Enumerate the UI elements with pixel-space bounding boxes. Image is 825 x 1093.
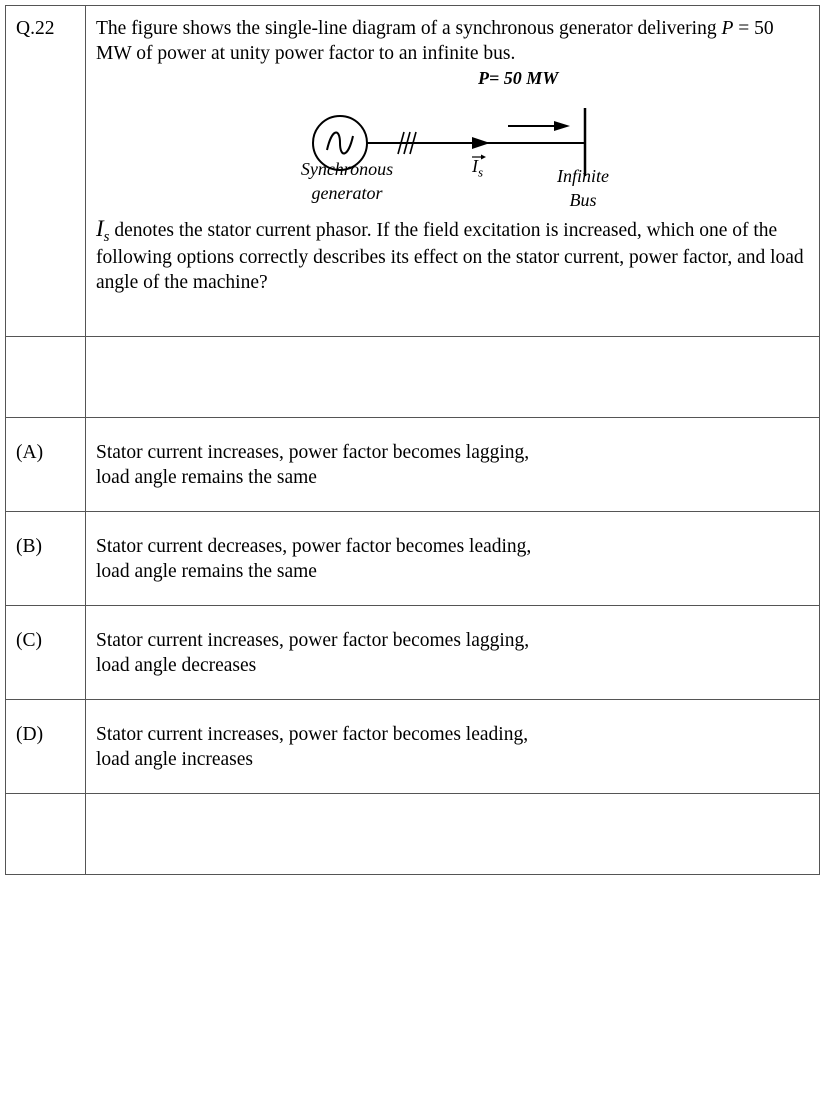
option-row-b[interactable] <box>6 512 820 606</box>
option-a-line2: load angle remains the same <box>96 467 317 488</box>
option-text-a[interactable] <box>86 418 820 512</box>
option-row-c[interactable] <box>6 606 820 700</box>
option-b-line2: load angle remains the same <box>96 561 317 582</box>
power-label: P= 50 MW <box>478 68 559 88</box>
followup-subscript: s <box>103 229 110 245</box>
spacer-cell-left-bottom <box>6 794 86 875</box>
option-label-c: (C) <box>6 606 86 700</box>
current-subscript: s <box>478 164 484 180</box>
option-d-line1: Stator current increases, power factor becomes leading, <box>96 724 529 745</box>
generator-label <box>282 157 412 205</box>
stem-variable-p: P <box>721 18 734 39</box>
option-label-a: (A) <box>6 418 86 512</box>
bus-label-line2: Bus <box>569 190 597 210</box>
diagram-drawing <box>96 66 811 216</box>
option-a-line1: Stator current increases, power factor becomes lagging, <box>96 442 530 463</box>
sine-wave-icon <box>327 133 353 154</box>
option-b-line1: Stator current decreases, power factor becomes leading, <box>96 536 532 557</box>
spacer-cell-right-bottom <box>86 794 820 875</box>
option-text-c[interactable] <box>86 606 820 700</box>
followup-text: denotes the stator current phasor. If the field excitation is increased, which one of the following options correctly describes its effect on the stator current, power factor, and load angle of the machine? <box>96 220 804 293</box>
generator-label-line1: Synchronous <box>300 159 394 179</box>
followup-variable: I <box>96 216 104 241</box>
power-flow-arrowhead <box>554 121 570 131</box>
option-text-b[interactable] <box>86 512 820 606</box>
option-row-a[interactable] <box>6 418 820 512</box>
option-c-line2: load angle decreases <box>96 655 257 676</box>
single-line-diagram <box>96 66 811 216</box>
generator-label-line2: generator <box>311 183 383 203</box>
question-table <box>5 5 820 875</box>
spacer-row-bottom <box>6 794 820 875</box>
current-symbol: I <box>472 156 478 176</box>
bus-label-line1: Infinite <box>557 166 609 186</box>
spacer-cell-left <box>6 337 86 418</box>
option-d-line2: load angle increases <box>96 749 254 770</box>
option-text-d[interactable] <box>86 700 820 794</box>
bus-label <box>538 164 628 212</box>
question-number: Q.22 <box>6 6 86 337</box>
question-followup <box>96 216 809 295</box>
option-label-b: (B) <box>6 512 86 606</box>
question-body <box>86 6 820 337</box>
option-row-d[interactable] <box>6 700 820 794</box>
question-row <box>6 6 820 337</box>
spacer-cell-right <box>86 337 820 418</box>
spacer-row-top <box>6 337 820 418</box>
question-stem <box>96 16 809 66</box>
option-c-line1: Stator current increases, power factor becomes lagging, <box>96 630 530 651</box>
stem-text-1: The figure shows the single-line diagram of a synchronous generator delivering <box>96 18 722 39</box>
current-label <box>472 154 483 185</box>
stem-text-2: = 50 MW of power at unity power factor to an infinite bus. <box>96 18 774 64</box>
option-label-d: (D) <box>6 700 86 794</box>
